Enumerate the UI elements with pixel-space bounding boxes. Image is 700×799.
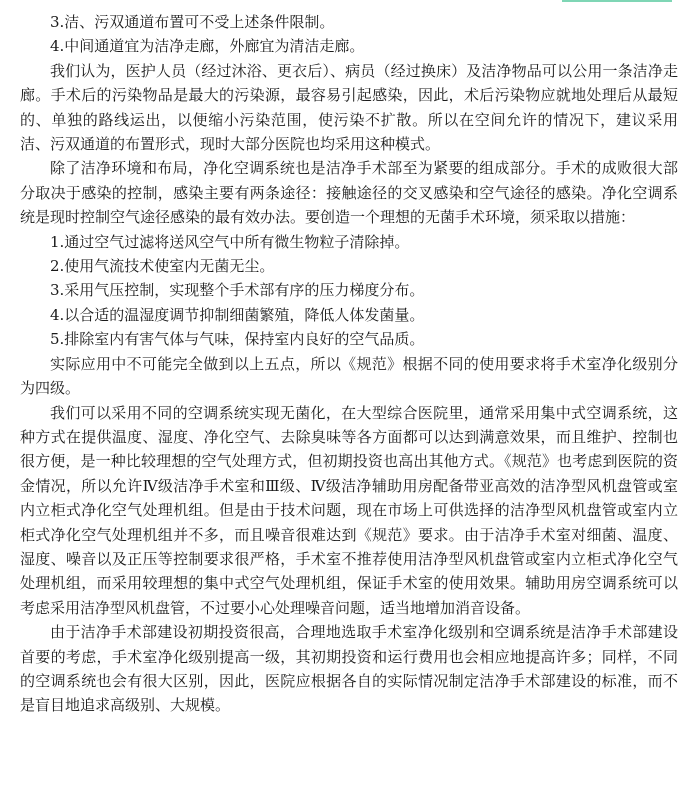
measure-item: 2.使用气流技术使室内无菌无尘。 xyxy=(50,257,275,276)
paragraph-hvac-intro: 除了洁净环境和布局，净化空调系统也是洁净手术部至为紧要的组成部分。手术的成败很大部分取决于感染的控制，感染主要有两条途径：接触途径的交叉感染和空气途径的感染。净化空调系统是现时控制空气途径感染的最有效办法。要创造一个理想的无菌手术环境，须采取以措施： xyxy=(20,159,678,227)
paragraph-corridor: 我们认为，医护人员（经过沐浴、更衣后）、病员（经过换床）及洁净物品可以公用一条洁净走廊。手术后的污染物品是最大的污染源，最容易引起感染，因此，术后污染物应就地处理后从最短的、单独的路线运出，以便缩小污染范围，使污染不扩散。所以在空间允许的情况下，建议采用洁、污双通道的布置形式，现时大部分医院也均采用这种模式。 xyxy=(20,61,678,154)
measure-item: 4.以合适的温湿度调节抑制细菌繁殖，降低人体发菌量。 xyxy=(50,305,425,324)
paragraph-investment: 由于洁净手术部建设初期投资很高，合理地选取手术室净化级别和空调系统是洁净手术部建设首要的考虑，手术室净化级别提高一级，其初期投资和运行费用也会相应地提高许多；同样，不同的空调系统也会有很大区别，因此，医院应根据各自的实际情况制定洁净手术部建设的标准，而不是盲目地追求高级别、大规模。 xyxy=(20,623,678,715)
list-item: 4.中间通道宜为洁净走廊，外廊宜为清洁走廊。 xyxy=(50,37,365,56)
paragraph-air-systems: 我们可以采用不同的空调系统实现无菌化，在大型综合医院里，通常采用集中式空调系统，这种方式在提供温度、湿度、净化空气、去除臭味等各方面都可以达到满意效果，而且维护、控制也很方便，是一种比较理想的空气处理方式，但初期投资也高出其他方式。《规范》也考虑到医院的资金情况，所以允许Ⅳ级洁净手术室和Ⅲ级、Ⅳ级洁净辅助用房配备带亚高效的洁净型风机盘管或室内立柜式净化空气处理机组。但是由于技术问题，现在市场上可供选择的洁净型风机盘管或室内立柜式净化空气处理机组并不多，而且噪音很难达到《规范》要求。由于洁净手术室对细菌、温度、湿度、噪音以及正压等控制要求很严格，手术室不推荐使用洁净型风机盘管或室内立柜式净化空气处理机组，而采用较理想的集中式空气处理机组，保证手术室的使用效果。辅助用房空调系统可以考虑采用洁净型风机盘管，不过要小心处理噪音问题，适当地增加消音设备。 xyxy=(20,403,678,617)
measure-item: 5.排除室内有害气体与气味，保持室内良好的空气品质。 xyxy=(50,330,425,349)
list-item: 3.洁、污双通道布置可不受上述条件限制。 xyxy=(50,13,335,31)
paragraph-levels: 实际应用中不可能完全做到以上五点，所以《规范》根据不同的使用要求将手术室净化级别分为四级。 xyxy=(20,354,678,398)
measure-item: 3.采用气压控制，实现整个手术部有序的压力梯度分布。 xyxy=(50,281,425,300)
measure-item: 1.通过空气过滤将送风空气中所有微生物粒子清除掉。 xyxy=(50,232,410,251)
